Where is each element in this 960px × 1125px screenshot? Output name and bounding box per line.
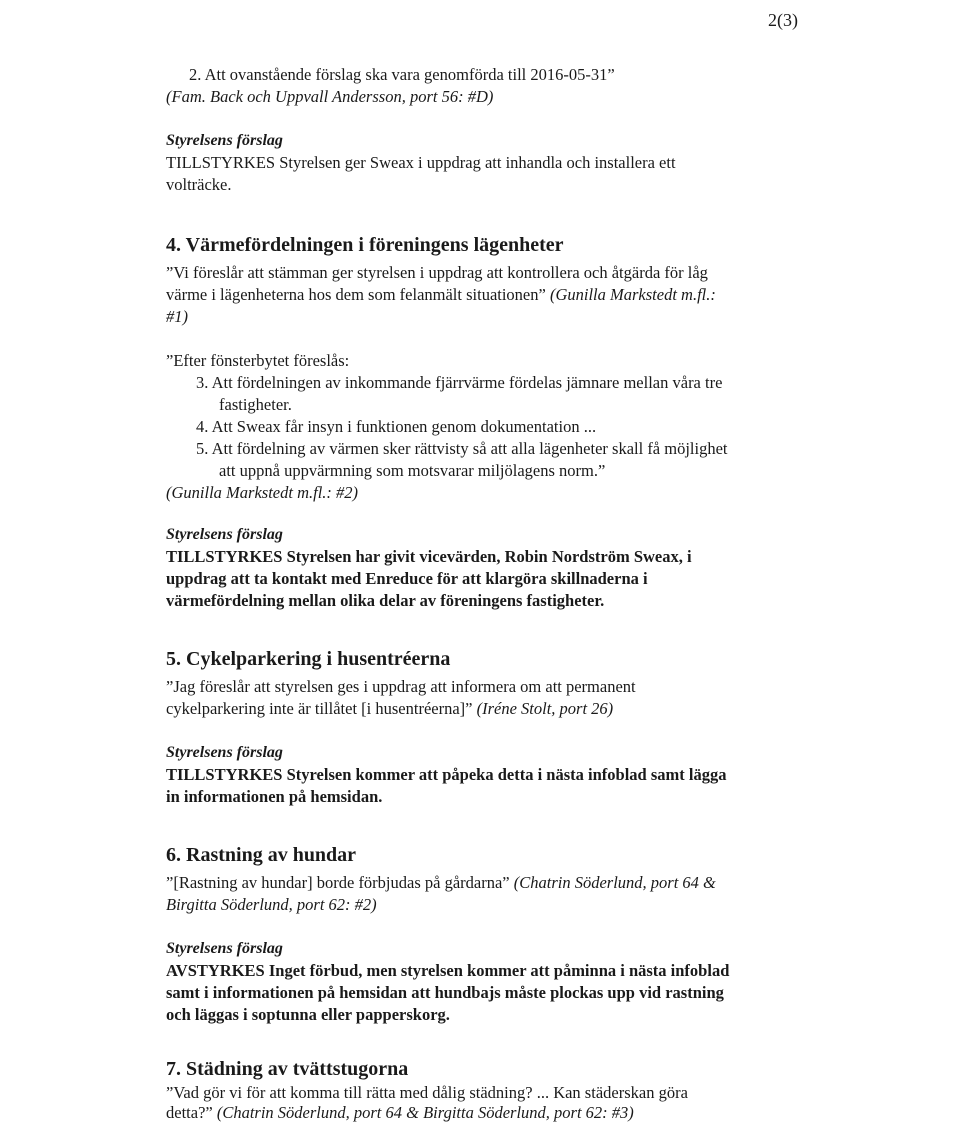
list-item-3-cont: fastigheter. bbox=[219, 395, 292, 414]
proposal-text-line: TILLSTYRKES Styrelsen ger Sweax i uppdrag att inhandla och installera ett bbox=[166, 153, 676, 172]
proposal-text-line: och läggas i soptunna eller papperskorg. bbox=[166, 1005, 450, 1024]
motion-quote-line bbox=[166, 872, 716, 894]
proposal-text-line: volträcke. bbox=[166, 175, 232, 194]
motion-quote-text: detta?” bbox=[166, 1103, 217, 1122]
motion-quote-line bbox=[166, 698, 613, 720]
motion-quote-text: ”[Rastning av hundar] borde förbjudas på gårdarna” bbox=[166, 873, 514, 892]
page-number: 2(3) bbox=[768, 10, 798, 30]
list-item-4: 4. Att Sweax får insyn i funktionen genom dokumentation ... bbox=[196, 417, 597, 436]
motion-quote-line: ”Jag föreslår att styrelsen ges i uppdrag att informera om att permanent bbox=[166, 677, 636, 696]
list-item-5-cont: att uppnå uppvärmning som motsvarar miljölagens norm.” bbox=[219, 461, 606, 480]
motion-quote-text: värme i lägenheterna hos dem som felanmält situationen” bbox=[166, 285, 550, 304]
board-proposal-label: Styrelsens förslag bbox=[166, 744, 283, 761]
motion-quote-line: ”Vad gör vi för att komma till rätta med dålig städning? ... Kan städerskan göra bbox=[166, 1083, 688, 1102]
proposal-text-line: värmefördelning mellan olika delar av föreningens fastigheter. bbox=[166, 591, 605, 610]
board-proposal-label: Styrelsens förslag bbox=[166, 940, 283, 957]
motion-quote-text: cykelparkering inte är tillåtet [i husentréerna]” bbox=[166, 699, 477, 718]
motion-attribution-cont: Birgitta Söderlund, port 62: #2) bbox=[166, 895, 377, 914]
motion-intro: ”Efter fönsterbytet föreslås: bbox=[166, 351, 350, 370]
motion-attribution: (Gunilla Markstedt m.fl.: bbox=[549, 285, 716, 304]
motion-attribution: (Chatrin Söderlund, port 64 & bbox=[513, 873, 716, 892]
proposal-text-line: TILLSTYRKES Styrelsen har givit vicevärden, Robin Nordström Sweax, i bbox=[166, 547, 692, 566]
section-heading-7: 7. Städning av tvättstugorna bbox=[166, 1058, 409, 1080]
proposal-text-line: TILLSTYRKES Styrelsen kommer att påpeka detta i nästa infoblad samt lägga bbox=[166, 765, 727, 784]
proposal-text-line: in informationen på hemsidan. bbox=[166, 787, 383, 806]
motion-attribution-ref: #1) bbox=[166, 307, 188, 326]
motion-attribution: (Iréne Stolt, port 26) bbox=[476, 699, 614, 718]
section-heading-4: 4. Värmefördelningen i föreningens lägenheter bbox=[166, 234, 564, 256]
list-item-5: 5. Att fördelning av värmen sker rättvisty så att alla lägenheter skall få möjlighet bbox=[196, 439, 728, 458]
motion-quote-line: ”Vi föreslår att stämman ger styrelsen i uppdrag att kontrollera och åtgärda för låg bbox=[166, 263, 708, 282]
board-proposal-label: Styrelsens förslag bbox=[166, 526, 283, 543]
board-proposal-label: Styrelsens förslag bbox=[166, 132, 283, 149]
list-item-2-attribution: (Fam. Back och Uppvall Andersson, port 56: #D) bbox=[166, 87, 494, 106]
section-heading-5: 5. Cykelparkering i husentréerna bbox=[166, 648, 451, 670]
list-item-2: 2. Att ovanstående förslag ska vara genomförda till 2016-05-31” bbox=[189, 65, 615, 84]
motion-attribution: (Chatrin Söderlund, port 64 & Birgitta Söderlund, port 62: #3) bbox=[216, 1103, 634, 1122]
motion-quote-line bbox=[166, 1102, 634, 1124]
section-heading-6: 6. Rastning av hundar bbox=[166, 844, 357, 866]
list-item-3: 3. Att fördelningen av inkommande fjärrvärme fördelas jämnare mellan våra tre bbox=[196, 373, 723, 392]
motion-attribution: (Gunilla Markstedt m.fl.: #2) bbox=[166, 483, 359, 502]
proposal-text-line: uppdrag att ta kontakt med Enreduce för att klargöra skillnaderna i bbox=[166, 569, 648, 588]
proposal-text-line: samt i informationen på hemsidan att hundbajs måste plockas upp vid rastning bbox=[166, 983, 724, 1002]
motion-quote-line bbox=[166, 284, 716, 306]
proposal-text-line: AVSTYRKES Inget förbud, men styrelsen kommer att påminna i nästa infoblad bbox=[166, 961, 730, 980]
